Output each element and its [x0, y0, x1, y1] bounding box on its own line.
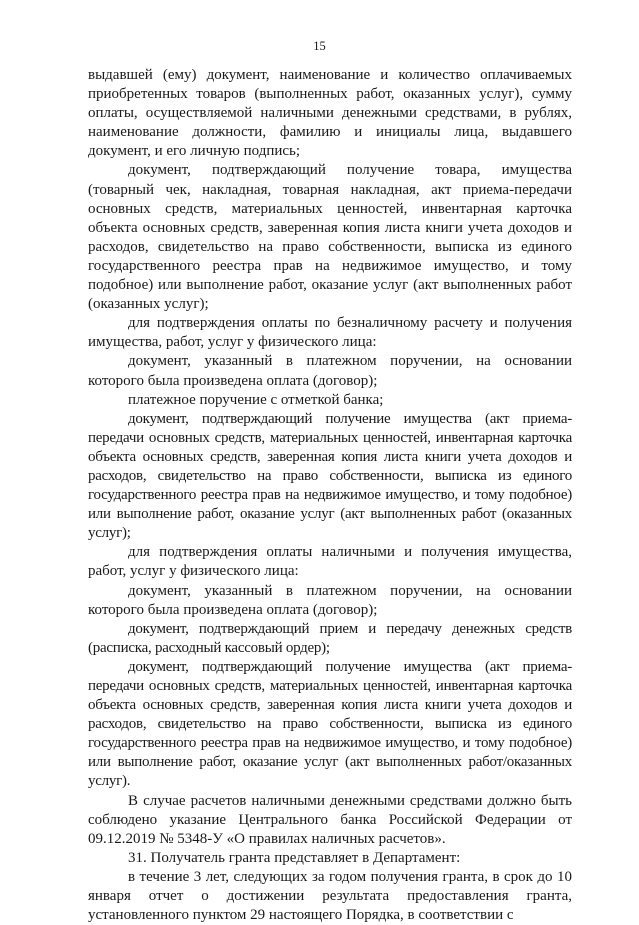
paragraph: В случае расчетов наличными денежными средствами должно быть соблюдено указание Центрального банка Российской Федерации от 09.12.2019 № 5348-У «О правилах наличных расчетов». [88, 792, 572, 847]
paragraph: документ, подтверждающий получение имущества (акт приема-передачи основных средств, материальных ценностей, инвентарная карточка объекта основных средств, заверенная копия листа книги учета доходов и расходов, свидетельство на право собственности, выписка из единого государственного реестра прав на недвижимое имущество, и тому подобное) или выполнение работ, оказание услуг (акт выполненных работ (оказанных услуг); [88, 410, 572, 542]
paragraph: документ, указанный в платежном поручении, на основании которого была произведена оплата (договор); [88, 353, 572, 389]
paragraph: документ, подтверждающий получение товара, имущества (товарный чек, накладная, товарная накладная, акт приема-передачи основных средств, материальных ценностей, инвентарная карточка объекта основных средств, заверенная копия листа книги учета доходов и расходов, свидетельство на право собственности, выписка из единого государственного реестра прав на недвижимое имущество, и тому подобное) или выполнение работ, оказание услуг (акт выполненных работ (оказанных услуг); [88, 162, 572, 313]
paragraph-continuation: выдавшей (ему) документ, наименование и количество оплачиваемых приобретенных товаров (выполненных работ, оказанных услуг), сумму оплаты, осуществляемой наличными денежными средствами, в рублях, наименование должности, фамилию и инициалы лица, выдавшего документ, и его личную подпись; [88, 67, 572, 160]
paragraph: в течение 3 лет, следующих за годом получения гранта, в срок до 10 января отчет о достижении результата предоставления гранта, установленного пунктом 29 настоящего Порядка, в соответствии с [88, 868, 572, 924]
paragraph-item-31: 31. Получатель гранта представляет в Департамент: [128, 849, 461, 866]
paragraph: для подтверждения оплаты по безналичному расчету и получения имущества, работ, услуг у физического лица: [88, 315, 572, 351]
paragraph: документ, подтверждающий прием и передачу денежных средств (расписка, расходный кассовый ордер); [88, 620, 572, 656]
paragraph: документ, указанный в платежном поручении, на основании которого была произведена оплата (договор); [88, 582, 572, 618]
paragraph: для подтверждения оплаты наличными и получения имущества, работ, услуг у физического лица: [88, 544, 572, 580]
paragraph: документ, подтверждающий получение имущества (акт приема-передачи основных средств, материальных ценностей, инвентарная карточка объекта основных средств, заверенная копия листа книги учета доходов и расходов, свидетельство на право собственности, выписка из единого государственного реестра прав на недвижимое имущество, и тому подобное) или выполнение работ, оказание услуг (акт выполненных работ/оказанных услуг). [88, 658, 572, 790]
page-number: 15 [313, 39, 326, 53]
document-body [88, 66, 572, 925]
paragraph: платежное поручение с отметкой банка; [128, 391, 384, 408]
